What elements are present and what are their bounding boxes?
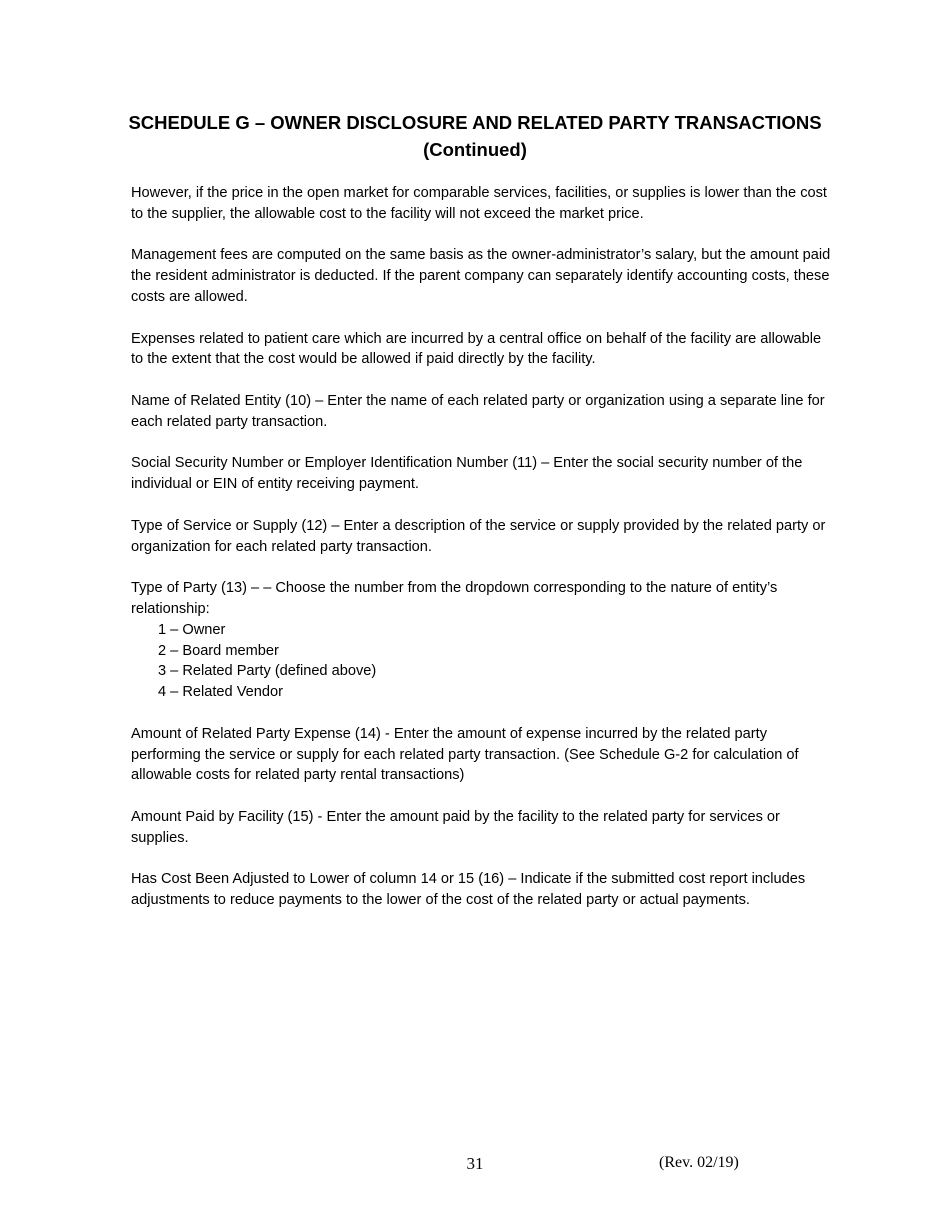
page-title-line1: SCHEDULE G – OWNER DISCLOSURE AND RELATED PARTY TRANSACTIONS [128,112,822,133]
paragraph-related-party-expense: Amount of Related Party Expense (14) - Enter the amount of expense incurred by the related party performing the service or supply for each related party transaction. (See Schedule G-2 for calculation of allowable costs for related party rental transactions) [131,725,799,784]
paragraph-service-supply: Type of Service or Supply (12) – Enter a description of the service or supply provided by the related party or organization for each related party transaction. [131,517,826,555]
party-type-list [131,620,831,703]
paragraph-management-fees: Management fees are computed on the same basis as the owner-administrator’s salary, but the amount paid the resident administrator is deducted. If the parent company can separately identify accounting costs, these costs are allowed. [131,247,831,305]
paragraph-ssn-ein: Social Security Number or Employer Identification Number (11) – Enter the social security number of the individual or EIN of entity receiving payment. [131,455,803,493]
paragraph-type-of-party: Type of Party (13) – – Choose the number from the dropdown corresponding to the nature of entity’s relationship: [131,580,778,617]
paragraph-central-office: Expenses related to patient care which are incurred by a central office on behalf of the facility are allowable to the extent that the cost would be allowed if paid directly by the facility. [131,330,822,368]
paragraph-amount-paid: Amount Paid by Facility (15) - Enter the amount paid by the facility to the related party for services or supplies. [131,808,780,846]
page-number: 31 [466,1154,484,1173]
paragraph-market-price: However, if the price in the open market for comparable services, facilities, or supplies is lower than the cost to the supplier, the allowable cost to the facility will not exceed the market price. [131,185,827,222]
list-item: 4 – Related Vendor [158,684,283,701]
paragraph-related-entity: Name of Related Entity (10) – Enter the name of each related party or organization using a separate line for each related party transaction. [131,392,825,430]
paragraph-cost-adjusted: Has Cost Been Adjusted to Lower of column 14 or 15 (16) – Indicate if the submitted cost report includes adjustments to reduce payments to the lower of the cost of the related party or actual payments. [131,871,806,909]
page-title-line2: (Continued) [423,139,527,160]
list-item: 2 – Board member [158,642,279,659]
page-title [110,109,840,163]
list-item: 3 – Related Party (defined above) [158,663,377,680]
list-item: 1 – Owner [158,621,226,638]
revision-date: (Rev. 02/19) [659,1154,739,1171]
document-body [131,183,831,932]
